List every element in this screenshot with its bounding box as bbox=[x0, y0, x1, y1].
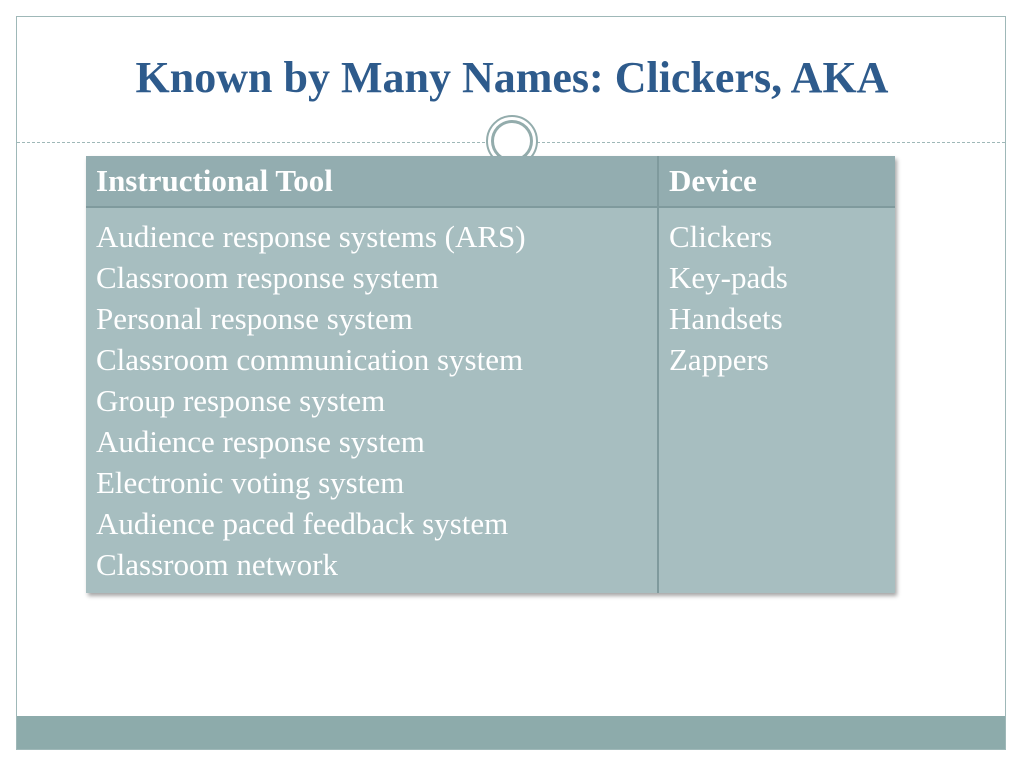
tool-item: Audience response systems (ARS) bbox=[96, 219, 526, 254]
table-header-row bbox=[86, 156, 895, 207]
bottom-accent-bar bbox=[17, 716, 1005, 749]
tools-cell bbox=[86, 207, 658, 593]
device-item: Zappers bbox=[669, 342, 769, 377]
tool-item: Group response system bbox=[96, 383, 386, 418]
device-item: Handsets bbox=[669, 301, 783, 336]
tool-item: Classroom network bbox=[96, 547, 338, 582]
devices-cell bbox=[658, 207, 895, 593]
slide-title: Known by Many Names: Clickers, AKA bbox=[135, 53, 889, 102]
tool-item: Personal response system bbox=[96, 301, 413, 336]
tool-item: Classroom response system bbox=[96, 260, 439, 295]
device-item: Key-pads bbox=[669, 260, 788, 295]
tool-item: Audience response system bbox=[96, 424, 425, 459]
header-instructional-tool: Instructional Tool bbox=[86, 156, 658, 207]
tool-item: Audience paced feedback system bbox=[96, 506, 509, 541]
table-body-row bbox=[86, 207, 895, 593]
names-table bbox=[86, 156, 895, 593]
header-device: Device bbox=[658, 156, 895, 207]
tool-item: Classroom communication system bbox=[96, 342, 524, 377]
tool-item: Electronic voting system bbox=[96, 465, 405, 500]
device-item: Clickers bbox=[669, 219, 773, 254]
